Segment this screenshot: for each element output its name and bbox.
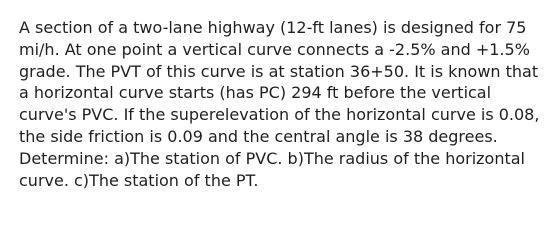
question-text xyxy=(19,17,549,191)
question-line-1: A section of a two-lane highway (12-ft lanes) is designed for 75 xyxy=(19,18,527,37)
question-line-3: grade. The PVT of this curve is at station 36+50. It is known that xyxy=(19,61,539,81)
question-line-7: Determine: a)The station of PVC. b)The radius of the horizontal xyxy=(19,148,525,168)
question-line-2: mi/h. At one point a vertical curve connects a -2.5% and +1.5% xyxy=(19,39,530,59)
question-line-4: a horizontal curve starts (has PC) 294 ft before the vertical xyxy=(19,83,492,103)
question-line-6: the side friction is 0.09 and the central angle is 38 degrees. xyxy=(19,126,498,146)
question-line-8: curve. c)The station of the PT. xyxy=(19,170,259,190)
question-line-5: curve's PVC. If the superelevation of the horizontal curve is 0.08, xyxy=(19,105,540,125)
